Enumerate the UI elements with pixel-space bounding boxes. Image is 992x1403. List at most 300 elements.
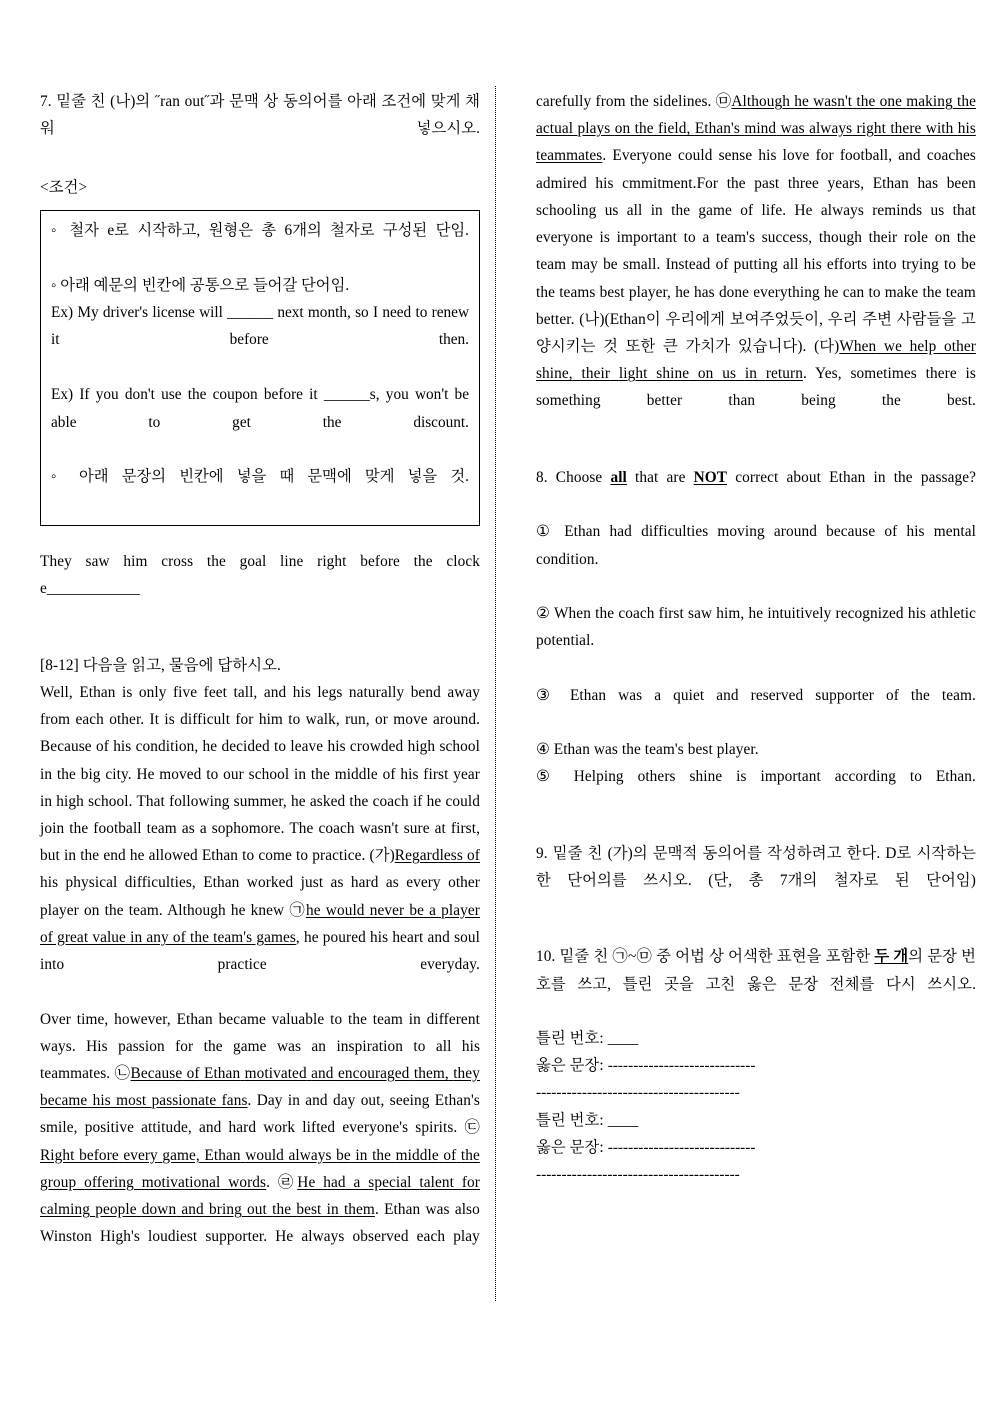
passage-text [836,392,882,409]
passage-text: . [602,147,607,165]
underline-3: would [245,1146,284,1164]
passage-text: all [626,201,643,219]
passage-text: a [702,229,710,247]
underline-4 [454,1174,462,1191]
passage-text [165,1038,175,1055]
passage-text: the [671,201,691,219]
passage-text [267,1038,277,1055]
passage-text: and [198,1119,222,1137]
option-text-1: Ethan had difficulties moving around because of his mental condition. [536,523,976,568]
passage-text: though [818,229,862,247]
passage-text: inspiration [336,1037,403,1055]
passage-text-continues: play [453,1228,480,1246]
left-column [40,88,480,1278]
underline-2: motivated [244,1064,307,1082]
underline-4: them [343,1201,375,1219]
passage-text [864,175,873,192]
passage-text [709,229,716,246]
korean-translation-na: 사람들을 [896,310,957,328]
underline-da [876,338,884,355]
korean-translation-na: 우리에게 [665,310,726,328]
passage-text: his [595,174,614,192]
passage-text: something [536,392,601,410]
question-8-stem-text: correct about Ethan in the passage? [727,468,976,486]
passage-text: life. [761,201,787,219]
underline-3: of [443,1146,457,1164]
underline-da: in [744,365,757,383]
passage-text: he [675,283,690,301]
passage-text: teams [559,283,596,301]
passage-text [718,175,727,192]
passage-text: for [815,147,834,165]
underline-3: offering [84,1173,134,1191]
underline-da: other [943,337,976,355]
passage-text-continues: Winston [40,1228,92,1246]
passage-text-continues: also [454,1201,480,1219]
passage-text: team's [716,229,756,247]
passage-text [682,392,728,409]
passage-text: into [872,256,897,274]
underline-3: the [372,1146,392,1164]
answer-line-3[interactable] [536,1079,976,1106]
condition-item-5: ◦ 아래 문장의 빈칸에 넣을 때 문맥에 맞게 넣을 것. [51,468,469,486]
passage-text: team [945,283,976,301]
passage-text [301,1038,311,1055]
question-8-option-4 [536,736,976,763]
passage-text-continues: High's [100,1228,140,1246]
korean-translation-na: 있습니다). [737,337,807,355]
passage-range-header: [8-12] 다음을 읽고, 물음에 답하시오. [40,656,281,674]
korean-translation-na [596,338,604,355]
passage-text [928,229,935,246]
question-8-option-5 [536,763,976,817]
passage-text [270,1174,278,1191]
passage-text: can [842,283,865,301]
passage-text-continues [92,1228,100,1245]
question-8-emphasis-all: all [610,468,627,486]
underline-2: passionate [151,1092,217,1110]
condition-item-4: Ex) If you don't use the coupon before it ______s, you won't be able to get the discount. [51,386,469,431]
underline-5: right [856,120,886,138]
marker-ga: (가) [369,847,395,865]
passage-text [812,229,819,246]
passage-text: ways. [40,1037,76,1055]
underline-5: with [925,120,954,138]
question-7-answer-sentence: They saw him cross the goal line right before the clock e____________ [40,553,480,598]
underline-3: be [336,1146,351,1164]
passage-text: valuable [271,1010,325,1028]
passage-text [864,202,872,219]
underline-4 [346,1174,354,1191]
underline-5: he [794,93,809,110]
passage-text: sometimes [850,365,917,383]
passage-text-continues: sidelines. [653,93,712,110]
underline-ga: Regardless of [394,847,480,865]
underline-5: mind [744,120,777,138]
question-10-stem-text: 의 문장 번호를 쓰고, 틀린 곳을 고친 옳은 문장 전체를 다시 쓰시오. [536,948,976,993]
answer-line-6[interactable] [536,1161,976,1188]
passage-text: done [718,283,750,301]
passage-text: may [571,256,598,274]
passage-text: the [726,174,746,192]
underline-da [736,365,745,382]
passage-text [619,202,627,219]
underline-5: actual [536,120,574,138]
passage-text: all [782,256,799,274]
underline-2: Because [130,1064,183,1082]
marker-na: (나) [579,310,605,328]
passage-text: better [646,392,683,410]
underline-5: on [614,120,631,138]
underline-4: and [181,1201,204,1219]
underline-5: Although [731,93,790,110]
passage-text: role [903,229,929,247]
passage-text: an [311,1037,327,1055]
underline-5: making [906,93,953,110]
passage-text-continues: from [595,93,626,110]
passage-text [593,229,600,246]
passage-text: Ethan [176,1010,213,1028]
marker-circled-1-icon: ㉠ [289,901,307,919]
korean-translation-na: 보여주었듯이, [729,310,823,328]
korean-translation-na: 또한 [625,337,656,355]
passage-text: be [603,256,618,274]
passage-text: putting [733,256,778,274]
passage-text-continues: He [275,1228,294,1246]
answer-label-5: 옳은 문장: [536,1138,604,1156]
answer-line-4[interactable] [536,1107,976,1134]
answer-blank-5[interactable]: ----------------------------- [607,1138,756,1156]
passage-text: Instead [665,256,711,274]
underline-4: calming [40,1201,90,1219]
passage-text: been [946,174,976,192]
passage-text: the [922,283,942,301]
underline-4: out [247,1201,267,1219]
passage-text-continues: . [374,1201,379,1219]
passage-text-continues [344,1228,352,1245]
option-marker-5: ⑤ [536,768,560,786]
underline-3: group [40,1173,77,1191]
underline-2: them, [413,1064,449,1082]
passage-continuation [536,88,976,442]
underline-5: always [809,120,853,138]
underline-5: the [634,120,654,138]
underline-4: had [323,1173,346,1191]
passage-text [78,1119,85,1136]
passage-text: the [881,392,901,410]
passage-text: us [604,201,619,219]
passage-text-continues: each [416,1228,446,1246]
passage-text: better. [536,310,575,328]
passage-text [957,365,966,382]
marker-circled-3-icon: ㉢ [464,1119,480,1137]
passage-text: became [218,1010,266,1028]
passage-text: to [683,229,696,247]
underline-5: his [957,120,976,138]
passage-text: his [803,256,822,274]
option-marker-2: ② [536,604,551,622]
passage-text: the [536,283,555,301]
passage-text: could [677,147,713,165]
underline-4: for [461,1173,480,1191]
passage-text: . [247,1092,252,1110]
passage-text: is [599,229,610,247]
underline-3 [76,1174,84,1191]
right-column-passage-continuation [536,88,976,442]
passage-text: small. [622,256,661,274]
passage-text: his [758,147,777,165]
passage-text: passion [118,1037,165,1055]
passage-text: in [408,1010,421,1028]
option-text-4: Ethan was the team's best player. [553,741,759,759]
underline-4: down [141,1201,177,1219]
underline-da: help [909,337,937,355]
passage-text: everything [753,283,820,301]
passage-text: three [787,174,819,192]
passage-text: and [305,1092,328,1110]
passage-text: His [86,1037,108,1055]
question-8-stem-text: that are [626,468,694,486]
underline-2: of [186,1064,200,1082]
option-text-2: When the coach first saw him, he intuitively recognized his athletic potential. [536,604,976,650]
underline-3: game, [162,1146,200,1164]
passage-text: important [616,229,677,247]
passage-text-continues [409,1228,417,1245]
passage-text: Yes, [815,365,842,383]
passage-text [779,175,788,192]
passage-text: schooling [536,201,597,219]
korean-translation-na [806,338,814,355]
passage-text: the [348,1010,367,1028]
underline-5: teammates [536,147,603,165]
underline-4: a [353,1173,361,1191]
passage-text: efforts [826,256,868,274]
korean-translation-na [618,338,626,355]
answer-line-5[interactable] [536,1134,976,1161]
passage-text: of [715,256,729,274]
spacer [40,630,480,652]
passage-text: time, [76,1010,109,1028]
answer-blank-6[interactable]: ---------------------------------------- [536,1166,740,1184]
option-marker-4: ④ [536,741,550,759]
korean-translation-na: 것 [603,337,619,355]
passage-text [221,1119,228,1136]
passage-text: For [696,174,719,192]
passage-text-continues: carefully [536,93,592,110]
underline-3: middle [395,1146,439,1164]
spacer [40,526,480,548]
passage-text-continues: supporter. [205,1228,268,1246]
question-10-stem [536,943,976,1025]
passage-text: in [287,1092,300,1110]
answer-label-1: 틀린 번호: [536,1030,604,1047]
passage-text [755,229,762,246]
passage-text-continues [445,1228,453,1245]
passage-paragraph-1 [40,679,480,1006]
passage-text: team [536,256,567,274]
passage-text: player, [628,283,671,301]
underline-2: most [116,1092,147,1110]
condition-item-3: Ex) My driver's license will ______ next month, so I need to renew it before then. [51,304,469,349]
passage-text: smile, [40,1119,78,1137]
passage-text [944,202,952,219]
passage-text [677,229,684,246]
passage-text: day [332,1092,356,1110]
underline-3: Ethan [204,1146,241,1164]
question-8-option-3 [536,682,976,736]
passage-text [451,1038,461,1055]
question-8-option-1 [536,518,976,600]
passage-text: all [435,1037,452,1055]
passage-text: coaches [926,147,976,165]
passage-text: lifted [302,1119,336,1137]
passage-text: Over [40,1010,71,1028]
underline-da: we [883,337,902,355]
question-8-emphasis-not: NOT [693,468,728,486]
passage-text [813,202,821,219]
underline-da: shine [656,365,690,383]
passage-text [76,1038,86,1055]
passage-text: spirits. [415,1119,458,1137]
underline-da [610,365,619,382]
passage-text [403,1038,413,1055]
korean-translation-na [678,338,686,355]
option-marker-1: ① [536,523,556,541]
passage-text: in [650,201,663,219]
passage-text: seeing [389,1092,430,1110]
answer-label-2: 옳은 문장: [536,1057,604,1075]
passage-text: Well, Ethan is only five feet tall, and his legs naturally bend away from each other. It is difficult for him to walk, run, or move around. Because of his condition, he decided to leave his crowded high school in the big city. He moved to our school in the middle of his first year in high school. That following summer, he asked the coach if he could join the football team as a sophomore. The coach wasn't sure at first, but in the end he allowed Ethan to come to practice. [40,683,480,865]
passage-text-continues: the [629,93,649,110]
underline-4: He [297,1173,316,1191]
passage-text: than [728,392,756,410]
korean-translation-na: 고양시키는 [536,310,976,355]
passage-text: positive [84,1119,134,1137]
passage-text-continues [140,1228,148,1245]
underline-4: talent [419,1173,454,1191]
option-text-5: Helping others shine is important according to Ethan. [573,768,976,786]
passage-text: game [233,1037,267,1055]
passage-text: he [823,283,839,301]
underline-da [573,365,582,382]
underline-da [936,338,944,355]
passage-text: has [694,283,715,301]
passage-text: of [740,201,754,219]
passage-text: . [266,1173,271,1191]
passage-text: on [934,229,951,247]
korean-translation-na: 우리 [827,310,858,328]
spacer [536,818,976,840]
underline-5: one [879,93,903,110]
underline-5: the [956,93,976,110]
answer-blank-1[interactable]: ____ [607,1030,639,1047]
underline-da: When [839,337,877,355]
passage-text: years, [827,174,865,192]
question-8-stem [536,464,976,518]
passage-text: his physical difficulties, Ethan worked just as hard as every other player on the team. Although he knew [40,874,480,919]
underline-da [713,365,722,382]
marker-circled-5-icon: ㉤ [715,93,732,110]
passage-text: trying [901,256,939,274]
passage-text-continues: Ethan [384,1201,421,1219]
passage-text: to [944,256,957,274]
underline-3: the [460,1146,480,1164]
underline-4: bring [209,1201,242,1219]
passage-text [457,1119,464,1136]
passage-text [746,175,755,192]
answer-blank-4[interactable]: ____ [607,1111,639,1129]
spacer [536,921,976,943]
passage-text: his [461,1037,481,1055]
korean-translation-na: (Ethan이 [604,310,661,328]
condition-box [40,210,480,526]
underline-da: us [722,365,737,383]
passage-text: that [952,201,976,219]
passage-text [917,365,926,382]
underline-da [689,365,698,382]
two-column-layout [40,88,976,1363]
passage-text: . [802,365,807,383]
answer-blank-3[interactable]: ---------------------------------------- [536,1084,740,1102]
passage-text: team [372,1010,403,1028]
passage-text: work [263,1119,296,1137]
passage-text: love [782,147,810,165]
underline-5: field, [657,120,691,138]
answer-blank-2[interactable]: ----------------------------- [607,1057,756,1075]
underline-2: became [40,1092,88,1110]
underline-5: wasn't [813,93,853,110]
passage-text: hard [228,1119,257,1137]
passage-text [938,175,947,192]
answer-label-4: 틀린 번호: [536,1111,604,1129]
passage-text-continues: was [425,1201,450,1219]
answer-line-2[interactable] [536,1052,976,1079]
answer-line-1[interactable] [536,1025,976,1052]
passage-text [950,229,957,246]
passage-text-continues: observed [352,1228,409,1246]
passage-text: however, [114,1010,171,1028]
passage-text: Day [256,1092,283,1110]
underline-1: he would never be a player of great value in any of the team's games [40,901,480,946]
passage-text [732,202,740,219]
passage-text: to [868,283,881,301]
marker-da: (다) [814,337,840,355]
passage-text [901,392,947,409]
passage-text: is [965,365,976,383]
passage-text [596,202,604,219]
marker-circled-4-icon: ㉣ [277,1173,298,1191]
passage-text: has [917,174,939,192]
underline-4: best [296,1201,322,1219]
korean-translation-na: 주변 [862,310,893,328]
passage-text [326,1038,336,1055]
underline-5: there [890,120,922,138]
underline-5: plays [577,120,611,138]
passage-text: sense [718,147,753,165]
passage-text: for [175,1037,194,1055]
korean-translation-na [655,338,663,355]
underline-da: return [765,365,803,383]
passage-text: always [820,201,864,219]
korean-translation-na: 가치가 [685,337,731,355]
condition-label: <조건> [40,178,88,196]
passage-text [807,365,815,382]
underline-3: always [288,1146,332,1164]
underline-5: the [856,93,876,110]
underline-da [757,365,766,382]
underline-da: shine, [536,365,573,383]
option-marker-3: ③ [536,686,558,704]
